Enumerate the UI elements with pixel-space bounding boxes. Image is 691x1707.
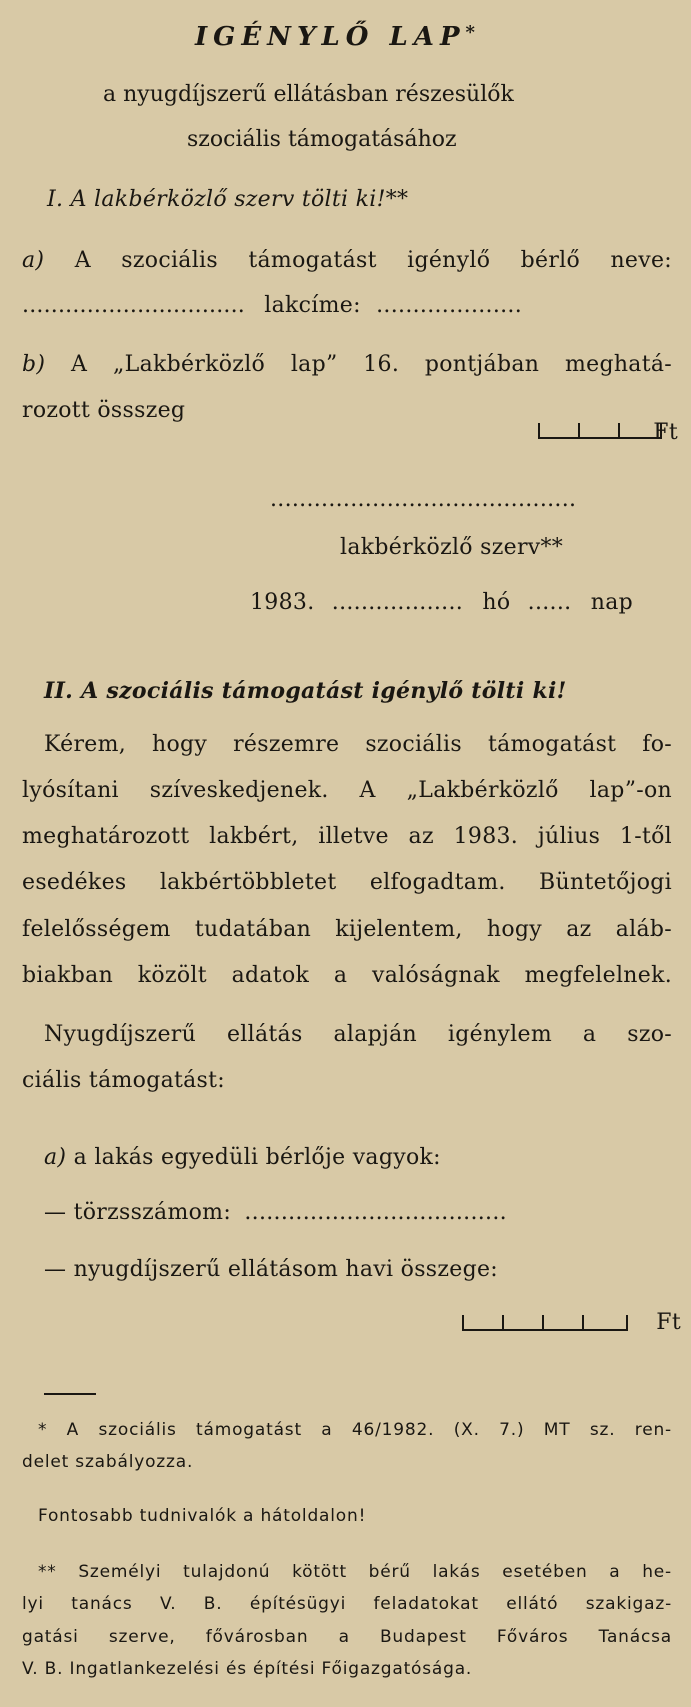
paragraph-line-4: esedékes lakbértöbbletet elfogadtam. Büntetőjogi	[22, 870, 672, 895]
section-1-a-line: a) A szociális támogatást igénylő bérlő neve:	[22, 248, 672, 273]
applicant-name-field[interactable]: ...............................	[22, 293, 245, 318]
footnote-1-line-1: * A szociális támogatást a 46/1982. (X. 7.) MT sz. ren-	[38, 1420, 672, 1440]
paragraph-line-3: meghatározott lakbért, illetve az 1983. július 1-től	[22, 824, 672, 849]
amount-box-1[interactable]	[538, 423, 662, 439]
signature-label: lakbérközlő szerv**	[340, 535, 564, 560]
paragraph-line-1: Kérem, hogy részemre szociális támogatást fo-	[44, 732, 672, 757]
currency-label-2: Ft	[656, 1310, 681, 1335]
form-title: IGÉNYLŐ LAP*	[195, 22, 475, 52]
date-day-field[interactable]: ......	[527, 590, 572, 615]
signature-field[interactable]: ..........................................	[270, 487, 577, 512]
paragraph-line-5: felelősségem tudatában kijelentem, hogy az aláb-	[22, 917, 672, 942]
subtitle-line-1: a nyugdíjszerű ellátásban részesülők	[103, 82, 514, 107]
section-1-heading: I. A lakbérközlő szerv tölti ki!**	[47, 187, 409, 212]
footnote-2-line-3: gatási szerve, fővárosban a Budapest Főváros Tanácsa	[22, 1627, 672, 1647]
address-label: lakcíme:	[264, 293, 361, 318]
name-address-row	[22, 293, 672, 318]
reg-number-field[interactable]: ....................................	[244, 1200, 507, 1225]
currency-label-1: Ft	[653, 420, 678, 445]
footnote-2-line-4: V. B. Ingatlankezelési és építési Főigazgatósága.	[22, 1659, 473, 1679]
reg-number-row: — törzsszámom: ....................................	[44, 1200, 507, 1225]
monthly-amount-label: — nyugdíjszerű ellátásom havi összege:	[44, 1257, 499, 1282]
footnote-1-line-2: delet szabályozza.	[22, 1452, 194, 1472]
date-month-field[interactable]: ..................	[331, 590, 464, 615]
paragraph-2-line-1: Nyugdíjszerű ellátás alapján igénylem a szo-	[44, 1022, 672, 1047]
footnote-2-line-1: ** Személyi tulajdonú kötött bérű lakás esetében a he-	[38, 1562, 672, 1582]
amount-box-2[interactable]	[462, 1315, 628, 1331]
footnote-rule	[44, 1393, 96, 1395]
address-field[interactable]: ....................	[376, 293, 523, 318]
section-1-b-line-1: b) A „Lakbérközlő lap” 16. pontjában meghatá-	[22, 352, 672, 377]
section-2-a-line: a) a lakás egyedüli bérlője vagyok:	[44, 1145, 441, 1170]
section-1-b-line-2: rozott össszeg	[22, 398, 186, 423]
paragraph-line-6: biakban közölt adatok a valóságnak megfelelnek.	[22, 963, 672, 988]
footnote-2-line-2: lyi tanács V. B. építésügyi feladatokat ellátó szakigaz-	[22, 1594, 672, 1614]
paragraph-line-2: lyósítani szíveskedjenek. A „Lakbérközlő lap”-on	[22, 778, 672, 803]
subtitle-line-2: szociális támogatásához	[187, 127, 457, 152]
paragraph-2-line-2: ciális támogatást:	[22, 1068, 225, 1093]
date-row: 1983. .................. hó ...... nap	[250, 590, 634, 615]
section-2-heading: II. A szociális támogatást igénylő tölti ki!	[44, 678, 567, 704]
back-side-note: Fontosabb tudnivalók a hátoldalon!	[38, 1506, 367, 1526]
